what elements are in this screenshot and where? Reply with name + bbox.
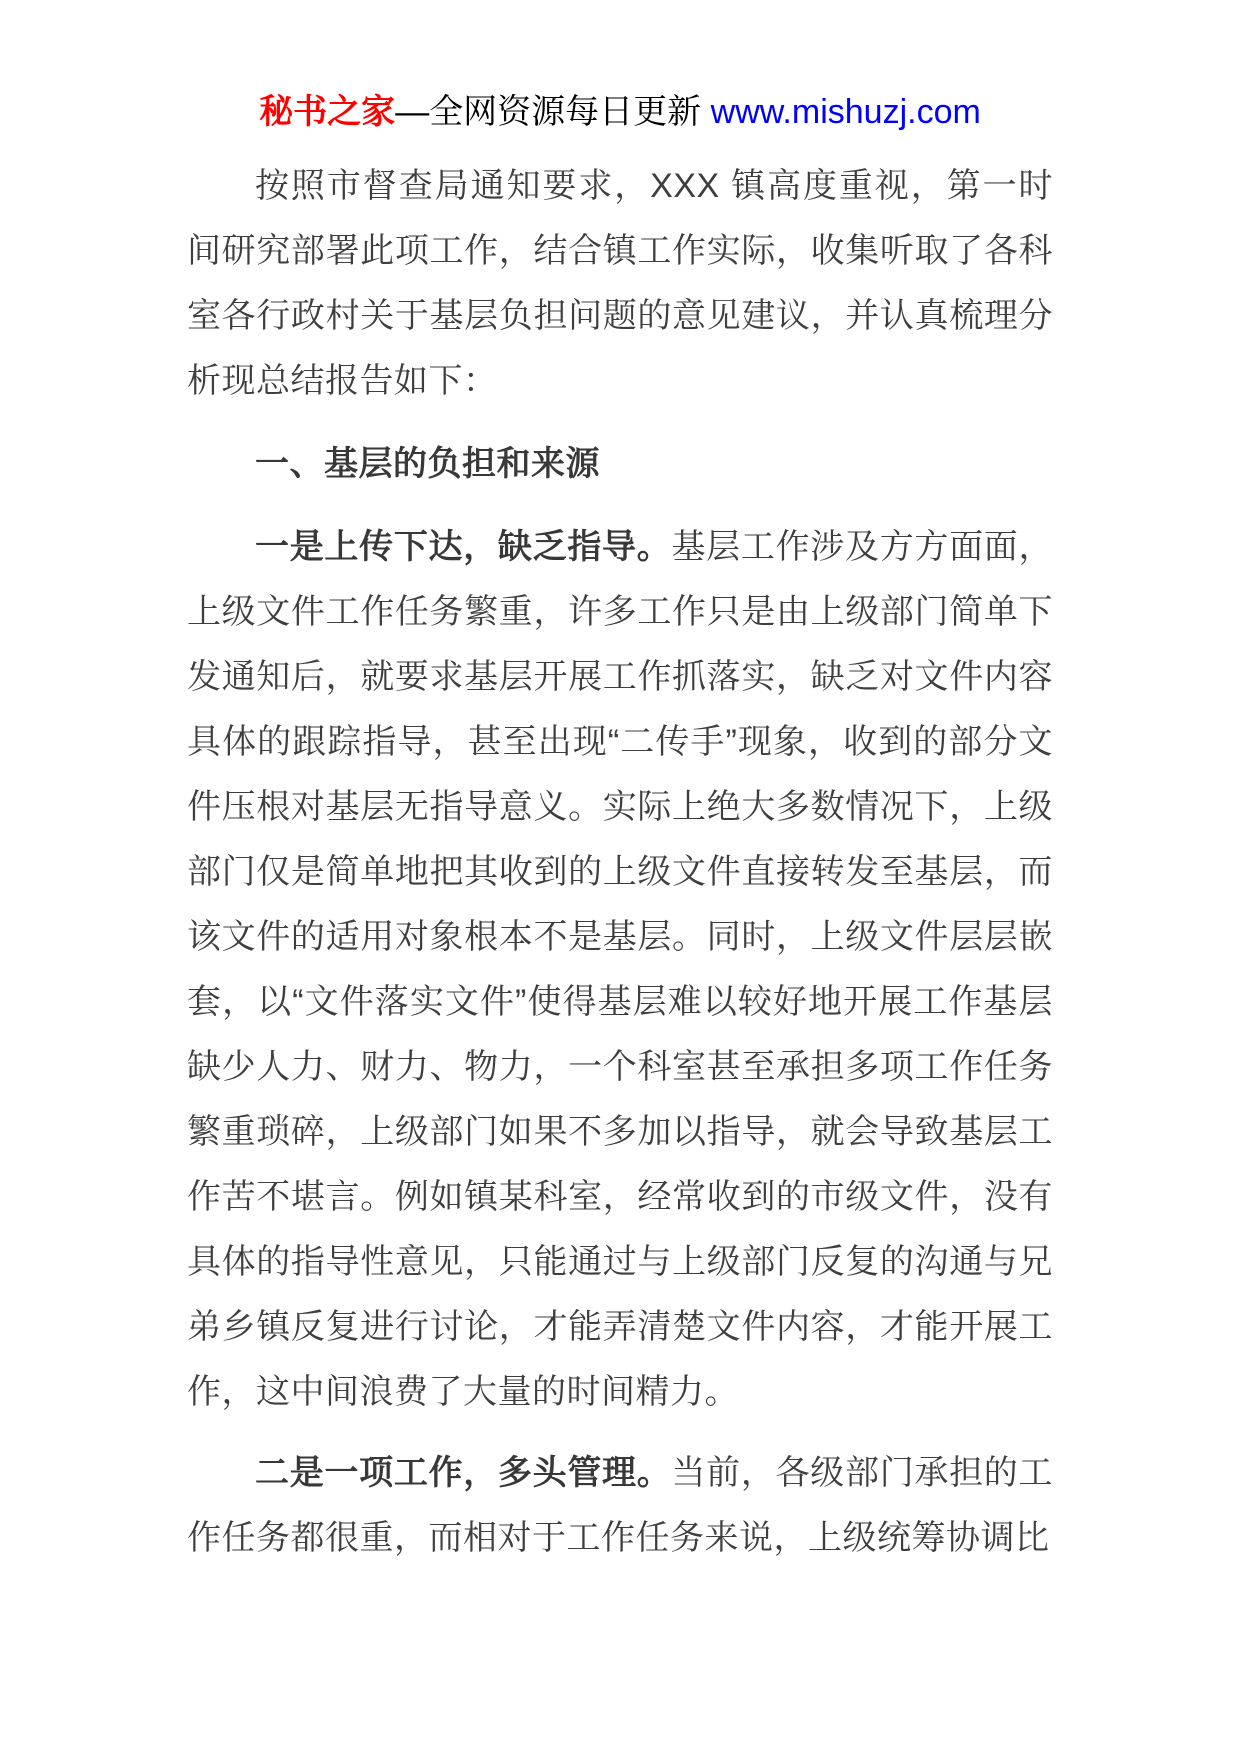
site-tagline: —全网资源每日更新: [395, 93, 711, 131]
paragraph-lead: 二是一项工作，多头管理。: [255, 1454, 672, 1492]
site-header: [187, 86, 1053, 138]
document-body: [187, 154, 1053, 1571]
paragraph-lead: 一是上传下达，缺乏指导。: [255, 528, 672, 566]
paragraph: 二是一项工作，多头管理。当前，各级部门承担的工作任务都很重，而相对于工作任务来说，上级统筹协调比: [187, 1454, 1054, 1557]
paragraph: 一是上传下达，缺乏指导。基层工作涉及方方面面，上级文件工作任务繁重，许多工作只是由上级部门简单下发通知后，就要求基层开展工作抓落实，缺乏对文件内容具体的跟踪指导，甚至出现“二传手”现象，收到的部分文件压根对基层无指导意义。实际上绝大多数情况下，上级部门仅是简单地把其收到的上级文件直接转发至基层，而该文件的适用对象根本不是基层。同时，上级文件层层嵌套，以“文件落实文件”使得基层难以较好地开展工作基层缺少人力、财力、物力，一个科室甚至承担多项工作任务繁重琐碎，上级部门如果不多加以指导，就会导致基层工作苦不堪言。例如镇某科室，经常收到的市级文件，没有具体的指导性意见，只能通过与上级部门反复的沟通与兄弟乡镇反复进行讨论，才能弄清楚文件内容，才能开展工作，这中间浪费了大量的时间精力。: [187, 528, 1054, 1411]
section-heading: 一、基层的负担和来源: [255, 445, 600, 483]
paragraph: 按照市督查局通知要求，XXX 镇高度重视，第一时间研究部署此项工作，结合镇工作实际，收集听取了各科室各行政村关于基层负担问题的意见建议，并认真梳理分析现总结报告如下：: [187, 167, 1053, 400]
site-brand: 秘书之家: [259, 93, 396, 131]
site-url-link[interactable]: www.mishuzj.com: [710, 93, 981, 131]
